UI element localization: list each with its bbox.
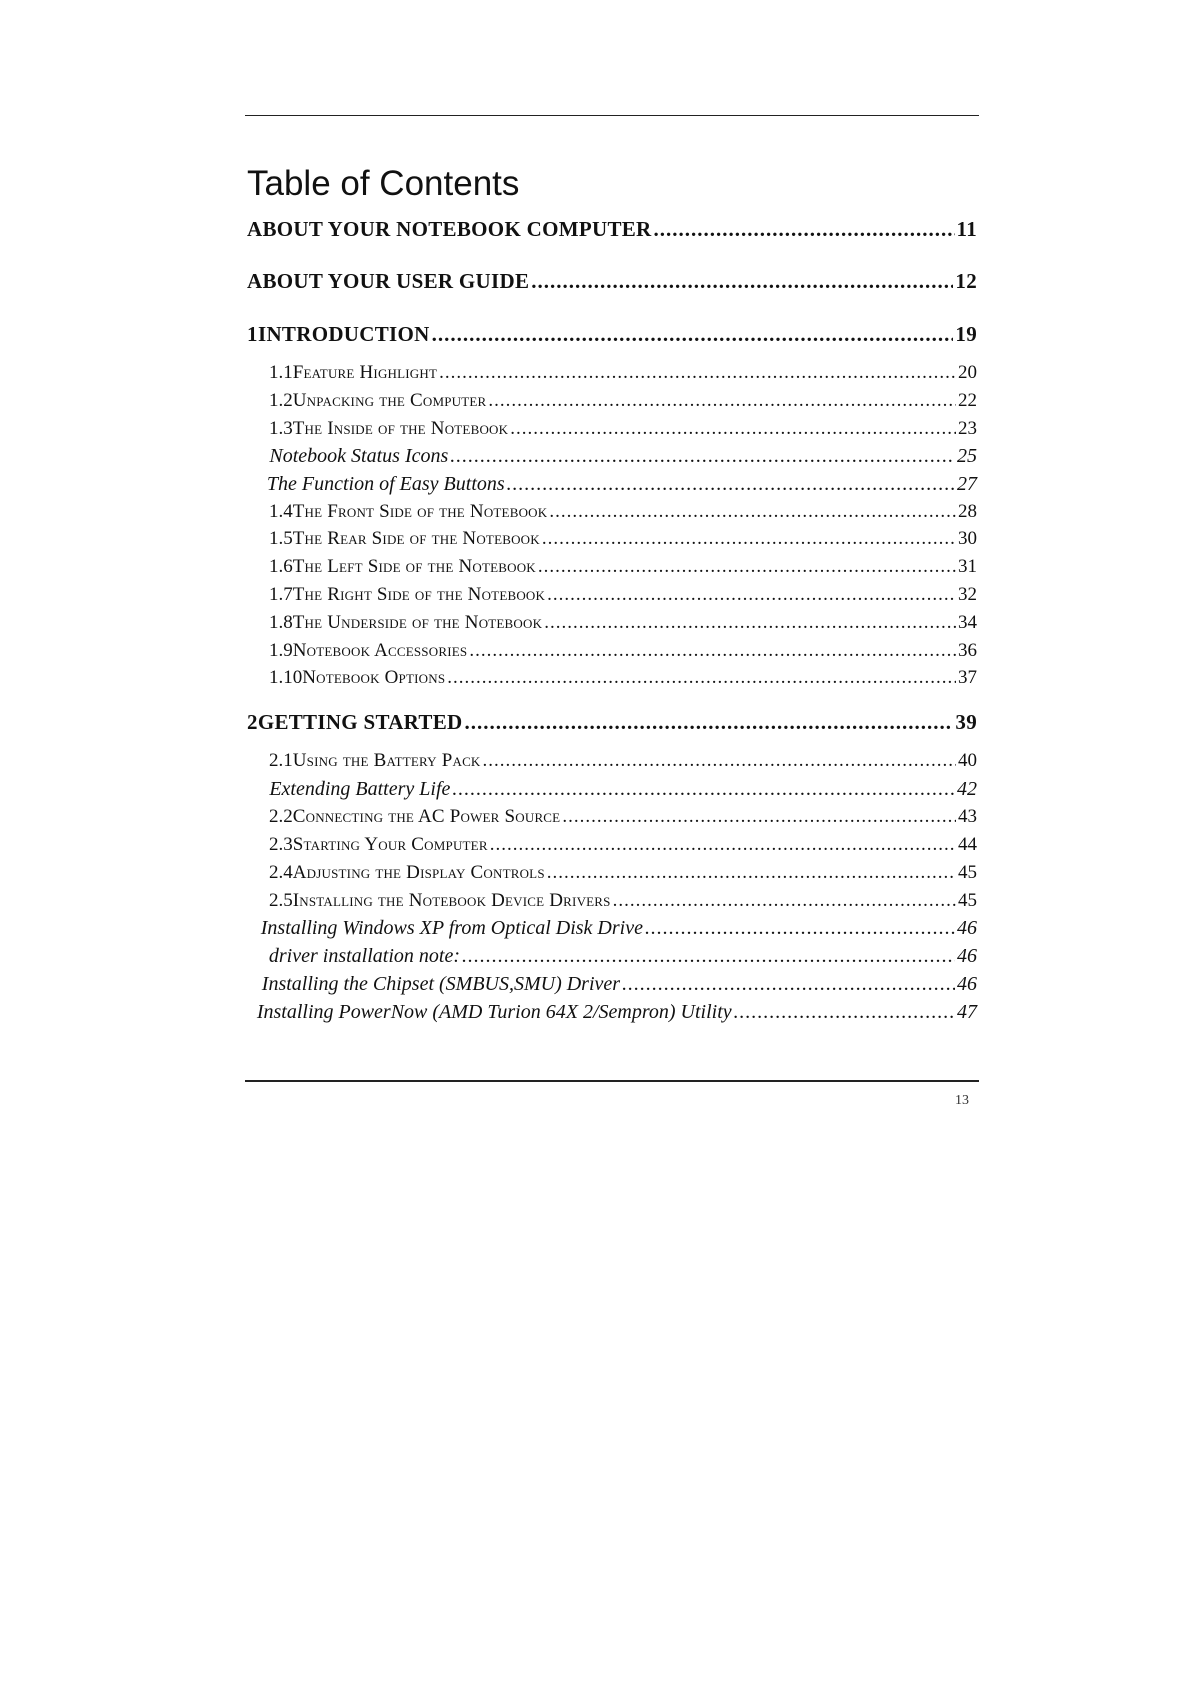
header-rule: [245, 115, 979, 116]
footer-rule: [245, 1080, 979, 1082]
toc-entry-page: 11: [956, 217, 977, 241]
toc-entry-number: 2: [247, 710, 258, 734]
toc-entry-label: Adjusting the Display Controls: [292, 862, 545, 883]
toc-entry-number: 1.6: [269, 556, 293, 577]
toc-entry-number: 2.1: [269, 750, 293, 771]
dot-leader: [465, 710, 954, 735]
dot-leader: [452, 778, 955, 801]
toc-entry[interactable]: [247, 501, 977, 523]
toc-entry-page: 20: [958, 362, 977, 383]
dot-leader: [547, 584, 956, 606]
toc-entry-number: 1.5: [269, 528, 293, 549]
toc-entry-label: The Right Side of the Notebook: [292, 584, 546, 605]
toc-entry[interactable]: [247, 640, 977, 662]
toc-entry[interactable]: [247, 362, 977, 384]
toc-entry-label: Notebook Accessories: [292, 640, 468, 661]
toc-entry-number: 1.7: [269, 584, 293, 605]
dot-leader: [488, 390, 956, 412]
toc-entry[interactable]: [247, 556, 977, 578]
dot-leader: [510, 418, 956, 440]
toc-entry-label: Using the Battery Pack: [292, 750, 481, 771]
toc-entry-label: driver installation note:: [268, 945, 460, 967]
toc-entry-label: The Front Side of the Notebook: [292, 501, 548, 522]
dot-leader: [469, 640, 956, 662]
toc-entry-number: 1.4: [269, 501, 293, 522]
toc-entry[interactable]: [247, 473, 977, 496]
toc-entry-number: 1.8: [269, 612, 293, 633]
page-number: 13: [955, 1093, 969, 1108]
dot-leader: [538, 556, 956, 578]
dot-leader: [450, 445, 955, 468]
toc-entry-page: 32: [958, 584, 977, 605]
toc-entry-page: 40: [958, 750, 977, 771]
toc-entry-page: 25: [957, 445, 977, 467]
dot-leader: [447, 667, 956, 689]
toc-entry[interactable]: [247, 834, 977, 856]
toc-entry-page: 47: [957, 1001, 977, 1023]
toc-entry-page: 12: [955, 269, 977, 293]
toc-entry-page: 44: [958, 834, 977, 855]
toc-entry-page: 46: [957, 945, 977, 967]
dot-leader: [542, 528, 956, 550]
toc-entry-label: INTRODUCTION: [257, 322, 430, 346]
toc-entry-page: 19: [955, 322, 977, 346]
toc-entry-label: Notebook Options: [302, 667, 446, 688]
toc-entry-page: 45: [958, 862, 977, 883]
toc-entry-number: 2.3: [269, 834, 293, 855]
toc-entry-number: 2.2: [269, 806, 293, 827]
toc-entry-label: Installing Windows XP from Optical Disk Drive: [260, 917, 643, 939]
toc-entry-label: Installing the Chipset (SMBUS,SMU) Driver: [261, 973, 621, 995]
toc-entry[interactable]: [247, 862, 977, 884]
toc-entry[interactable]: [247, 1001, 977, 1024]
toc-entry-page: 42: [957, 778, 977, 800]
toc-entry-page: 46: [957, 917, 977, 939]
toc-entry-number: 2.5: [269, 890, 293, 911]
toc-entry[interactable]: [247, 806, 977, 828]
toc-entry-page: 23: [958, 418, 977, 439]
toc-entry[interactable]: [247, 710, 977, 735]
dot-leader: [483, 750, 956, 772]
toc-entry-label: The Rear Side of the Notebook: [292, 528, 540, 549]
toc-entry-page: 27: [957, 473, 977, 495]
dot-leader: [507, 473, 955, 496]
toc-entry-label: ABOUT YOUR USER GUIDE: [247, 269, 530, 293]
toc-entry-page: 34: [958, 612, 977, 633]
toc-entry[interactable]: [247, 778, 977, 801]
toc-entry-number: 1.9: [269, 640, 293, 661]
toc-entry-number: 1.1: [269, 362, 293, 383]
toc-entry-label: Feature Highlight: [292, 362, 438, 383]
dot-leader: [613, 890, 956, 912]
toc-entry[interactable]: [247, 528, 977, 550]
toc-entry-page: 31: [958, 556, 977, 577]
toc-entry-page: 36: [958, 640, 977, 661]
toc-entry-label: GETTING STARTED: [257, 710, 463, 734]
toc-entry[interactable]: [247, 750, 977, 772]
toc-entry-page: 39: [955, 710, 977, 734]
toc-entry[interactable]: [247, 322, 977, 347]
toc-entry-label: Installing PowerNow (AMD Turion 64X 2/Sempron) Utility: [256, 1001, 732, 1023]
dot-leader: [547, 862, 956, 884]
toc-entry[interactable]: [247, 612, 977, 634]
toc-entry-number: 1.3: [269, 418, 293, 439]
toc-entry[interactable]: [247, 418, 977, 440]
dot-leader: [462, 945, 955, 968]
dot-leader: [531, 269, 953, 294]
dot-leader: [544, 612, 956, 634]
toc-entry[interactable]: [247, 390, 977, 412]
toc-entry[interactable]: [247, 667, 977, 689]
toc-entry[interactable]: [247, 973, 977, 996]
toc-entry-label: ABOUT YOUR NOTEBOOK COMPUTER: [247, 217, 652, 241]
toc-entry-number: 1.10: [269, 667, 303, 688]
dot-leader: [490, 834, 956, 856]
dot-leader: [622, 973, 955, 996]
toc-entry-page: 45: [958, 890, 977, 911]
toc-entry-page: 37: [958, 667, 977, 688]
toc-entry-number: 1: [247, 322, 258, 346]
toc-entry[interactable]: [247, 917, 977, 940]
dot-leader: [562, 806, 956, 828]
dot-leader: [645, 917, 955, 940]
toc-entry-label: Installing the Notebook Device Drivers: [292, 890, 611, 911]
toc-entry-label: Unpacking the Computer: [292, 390, 487, 411]
toc-entry-label: The Underside of the Notebook: [292, 612, 543, 633]
toc-entry[interactable]: [247, 445, 977, 468]
toc-entry-number: 2.4: [269, 862, 293, 883]
toc-entry[interactable]: [247, 890, 977, 912]
toc-entry-label: Extending Battery Life: [269, 778, 451, 800]
toc-entry-label: Starting Your Computer: [292, 834, 488, 855]
toc-entry-label: The Inside of the Notebook: [292, 418, 509, 439]
toc-entry-label: Connecting the AC Power Source: [292, 806, 561, 827]
page-title: Table of Contents: [247, 164, 520, 203]
toc-entry[interactable]: [247, 584, 977, 606]
toc-entry-number: 1.2: [269, 390, 293, 411]
toc-entry-page: 46: [957, 973, 977, 995]
toc-entry-page: 30: [958, 528, 977, 549]
toc-entry-page: 28: [958, 501, 977, 522]
dot-leader: [734, 1001, 955, 1024]
toc-entry-label: Notebook Status Icons: [269, 445, 449, 467]
toc-entry[interactable]: [247, 269, 977, 294]
dot-leader: [439, 362, 956, 384]
toc-entry[interactable]: [247, 217, 977, 242]
dot-leader: [432, 322, 954, 347]
dot-leader: [654, 217, 955, 242]
toc-entry-label: The Function of Easy Buttons: [266, 473, 505, 495]
toc-entry-page: 43: [958, 806, 977, 827]
dot-leader: [549, 501, 956, 523]
toc-entry[interactable]: [247, 945, 977, 968]
toc-entry-page: 22: [958, 390, 977, 411]
toc-entry-label: The Left Side of the Notebook: [292, 556, 536, 577]
